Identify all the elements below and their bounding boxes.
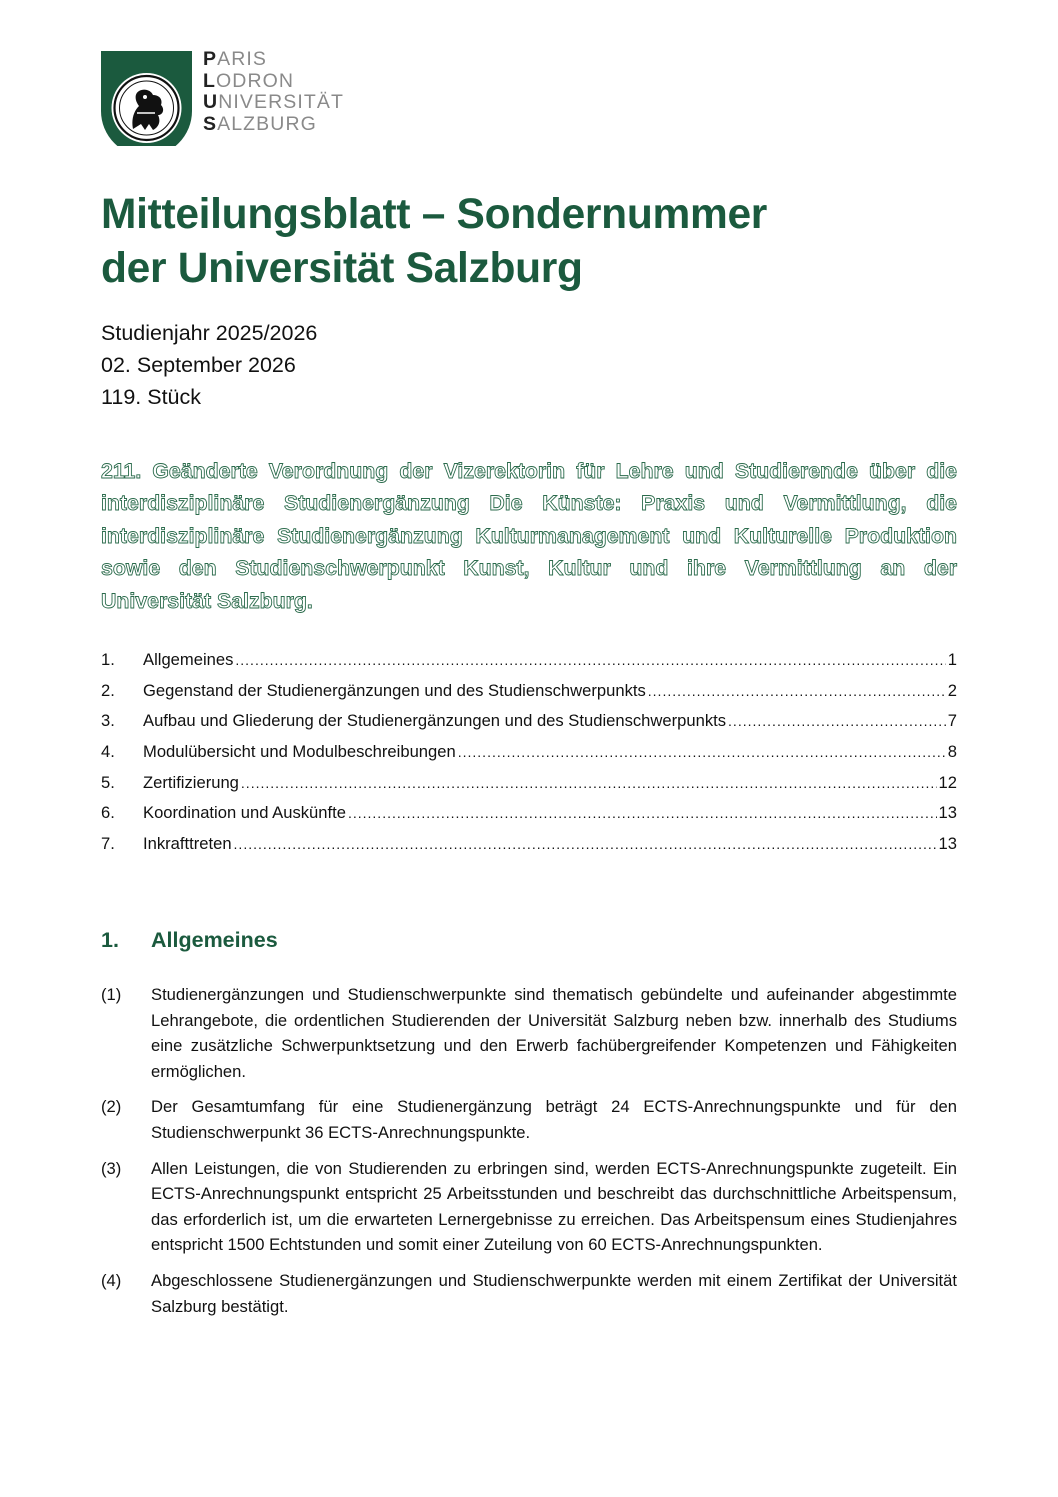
academic-year: Studienjahr 2025/2026 <box>101 321 318 345</box>
toc-entry[interactable] <box>101 773 957 804</box>
toc-page: 2 <box>947 680 957 700</box>
paragraph-text: Allen Leistungen, die von Studierenden zu erbringen sind, werden ECTS-Anrechnungspunkte zugeteilt. Ein ECTS-Anrechnungspunkt entspricht 25 Arbeitsstunden und beschreibt das durchschnittliche Arbeitspensum, das erforderlich ist, um die erwarteten Lernergebnisse zu erreichen. Das Arbeitspensum eines Studienjahres entspricht 1500 Echtstunden und somit einer Zuteilung von 60 ECTS-Anrechnungspunkten. <box>151 1158 957 1255</box>
university-wordmark: PARIS LODRON UNIVERSITÄT SALZBURG <box>203 48 345 135</box>
toc-title: Allgemeines <box>143 650 234 669</box>
chapter-body <box>101 982 957 1329</box>
toc-entry[interactable] <box>101 803 957 834</box>
university-logo <box>101 48 355 146</box>
document-title <box>101 188 961 296</box>
toc-title: Zertifizierung <box>143 772 239 792</box>
toc-number: 2. <box>101 680 115 700</box>
toc-number: 3. <box>101 711 115 731</box>
toc-page: 13 <box>938 803 957 823</box>
toc-title: Koordination und Auskünfte <box>143 803 346 823</box>
paragraph <box>101 1156 957 1258</box>
toc-number: 4. <box>101 742 115 762</box>
toc-leader-dots <box>728 713 946 729</box>
toc-page: 12 <box>938 772 957 792</box>
chapter-title: Allgemeines <box>151 928 278 952</box>
toc-number: 7. <box>101 834 115 854</box>
toc-page: 7 <box>947 711 957 731</box>
toc-page: 1 <box>947 650 957 669</box>
paragraph-number: (1) <box>101 985 122 1004</box>
paragraph-text: Studienergänzungen und Studienschwerpunkte sind thematisch gebündelte und aufeinander abgestimmte Lehrangebote, die ordentlichen Studierenden der Universität Salzburg neben bzw. innerhalb des Studiums eine zusätzliche Schwerpunktsetzung und den Erwerb fachübergreifender Kompetenzen und Fähigkeiten ermöglichen. <box>151 985 957 1081</box>
regulation-heading: 211. Geänderte Verordnung der Vizerektorin für Lehre und Studierende über die interdisziplinäre Studienergänzung Die Künste: Praxis und Vermittlung, die interdisziplinäre Studienergänzung Kulturmanagement und Kulturelle Produktion sowie den Studienschwerpunkt Kunst, Kultur und ihre Vermittlung an der Universität Salzburg. <box>101 459 957 613</box>
paragraph-text: Der Gesamtumfang für eine Studienergänzung beträgt 24 ECTS-Anrechnungspunkte und für den Studienschwerpunkt 36 ECTS-Anrechnungspunkte. <box>151 1097 957 1142</box>
toc-entry[interactable] <box>101 681 957 712</box>
toc-leader-dots <box>348 805 937 821</box>
issue-date: 02. September 2026 <box>101 353 296 377</box>
issue-piece: 119. Stück <box>101 385 201 409</box>
toc-number: 6. <box>101 803 115 823</box>
toc-entry[interactable] <box>101 650 957 681</box>
toc-entry[interactable] <box>101 711 957 742</box>
document-title-line-1: Mitteilungsblatt – Sondernummer <box>101 191 768 238</box>
paragraph <box>101 982 957 1084</box>
paragraph-number: (3) <box>101 1158 122 1178</box>
toc-page: 13 <box>938 834 957 854</box>
table-of-contents <box>101 650 957 865</box>
paragraph <box>101 1094 957 1145</box>
toc-leader-dots <box>458 744 946 760</box>
university-seal-icon <box>101 51 192 146</box>
toc-entry[interactable] <box>101 742 957 773</box>
paragraph <box>101 1268 957 1319</box>
toc-page: 8 <box>947 742 957 762</box>
toc-leader-dots <box>234 836 937 852</box>
toc-title: Aufbau und Gliederung der Studienergänzungen und des Studienschwerpunkts <box>143 711 727 731</box>
toc-title: Modulübersicht und Modulbeschreibungen <box>143 742 456 762</box>
toc-entry[interactable] <box>101 834 957 865</box>
toc-title: Gegenstand der Studienergänzungen und des Studienschwerpunkts <box>143 680 646 700</box>
paragraph-number: (4) <box>101 1270 122 1290</box>
toc-leader-dots <box>235 652 945 668</box>
issue-meta <box>101 317 317 413</box>
toc-leader-dots <box>648 683 946 699</box>
toc-title: Inkrafttreten <box>143 834 232 854</box>
document-title-line-2: der Universität Salzburg <box>101 245 583 292</box>
toc-number: 1. <box>101 650 115 669</box>
paragraph-text: Abgeschlossene Studienergänzungen und Studienschwerpunkte werden mit einem Zertifikat der Universität Salzburg bestätigt. <box>151 1270 957 1316</box>
toc-number: 5. <box>101 772 115 792</box>
chapter-number: 1. <box>101 928 119 952</box>
chapter-heading <box>101 928 278 953</box>
toc-leader-dots <box>241 775 937 791</box>
paragraph-number: (2) <box>101 1097 122 1117</box>
